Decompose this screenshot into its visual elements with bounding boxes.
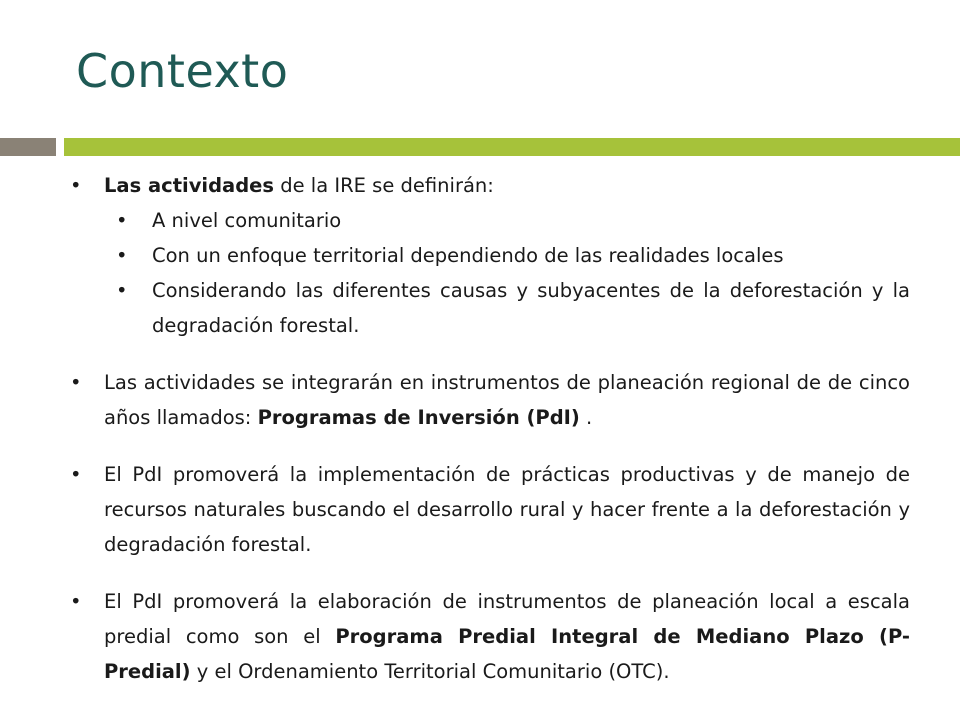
bullet-dot: •: [116, 279, 128, 302]
bullet-text: y el Ordenamiento Territorial Comunitario (OTC).: [190, 660, 670, 683]
bullet-practicas: [70, 457, 910, 562]
slide-content: [70, 168, 910, 689]
title-divider-gray: [0, 138, 56, 156]
bullet-integracion: [70, 365, 910, 435]
bullet-text: .: [579, 406, 593, 429]
bullet-dot: •: [116, 244, 128, 267]
sub-bullet-territorial: [70, 238, 910, 273]
sub-bullet-text: Con un enfoque territorial dependiendo de las realidades locales: [152, 244, 784, 267]
bullet-text: El PdI promoverá la elaboración de instrumentos de planeación local a escala predial como son el: [104, 590, 910, 648]
bullet-bold-text: Las actividades: [104, 174, 275, 197]
sub-bullet-text: A nivel comunitario: [152, 209, 342, 232]
bullet-dot: •: [70, 174, 82, 197]
sub-bullet-causas: [70, 273, 910, 343]
bullet-dot: •: [70, 590, 82, 613]
bullet-text: de la IRE se definirán:: [274, 174, 494, 197]
bullet-text: El PdI promoverá la implementación de prácticas productivas y de manejo de recursos naturales buscando el desarrollo rural y hacer frente a la deforestación y degradación forestal.: [104, 463, 910, 556]
bullet-text: Las actividades se integrarán en instrumentos de planeación regional de de cinco años llamados:: [104, 371, 910, 429]
sub-bullet-text: Considerando las diferentes causas y subyacentes de la deforestación y la degradación forestal.: [152, 279, 910, 337]
bullet-dot: •: [70, 463, 82, 486]
bullet-actividades: [70, 168, 910, 203]
bullet-dot: •: [116, 209, 128, 232]
bullet-bold-text: Programa Predial Integral de Mediano Plazo (P-Predial): [104, 625, 910, 683]
bullet-dot: •: [70, 371, 82, 394]
sub-bullet-comunitario: [70, 203, 910, 238]
bullet-bold-text: Programas de Inversión (PdI): [257, 406, 580, 429]
slide-title: Contexto: [76, 44, 289, 98]
bullet-planeacion-local: [70, 584, 910, 689]
title-divider-green: [64, 138, 960, 156]
